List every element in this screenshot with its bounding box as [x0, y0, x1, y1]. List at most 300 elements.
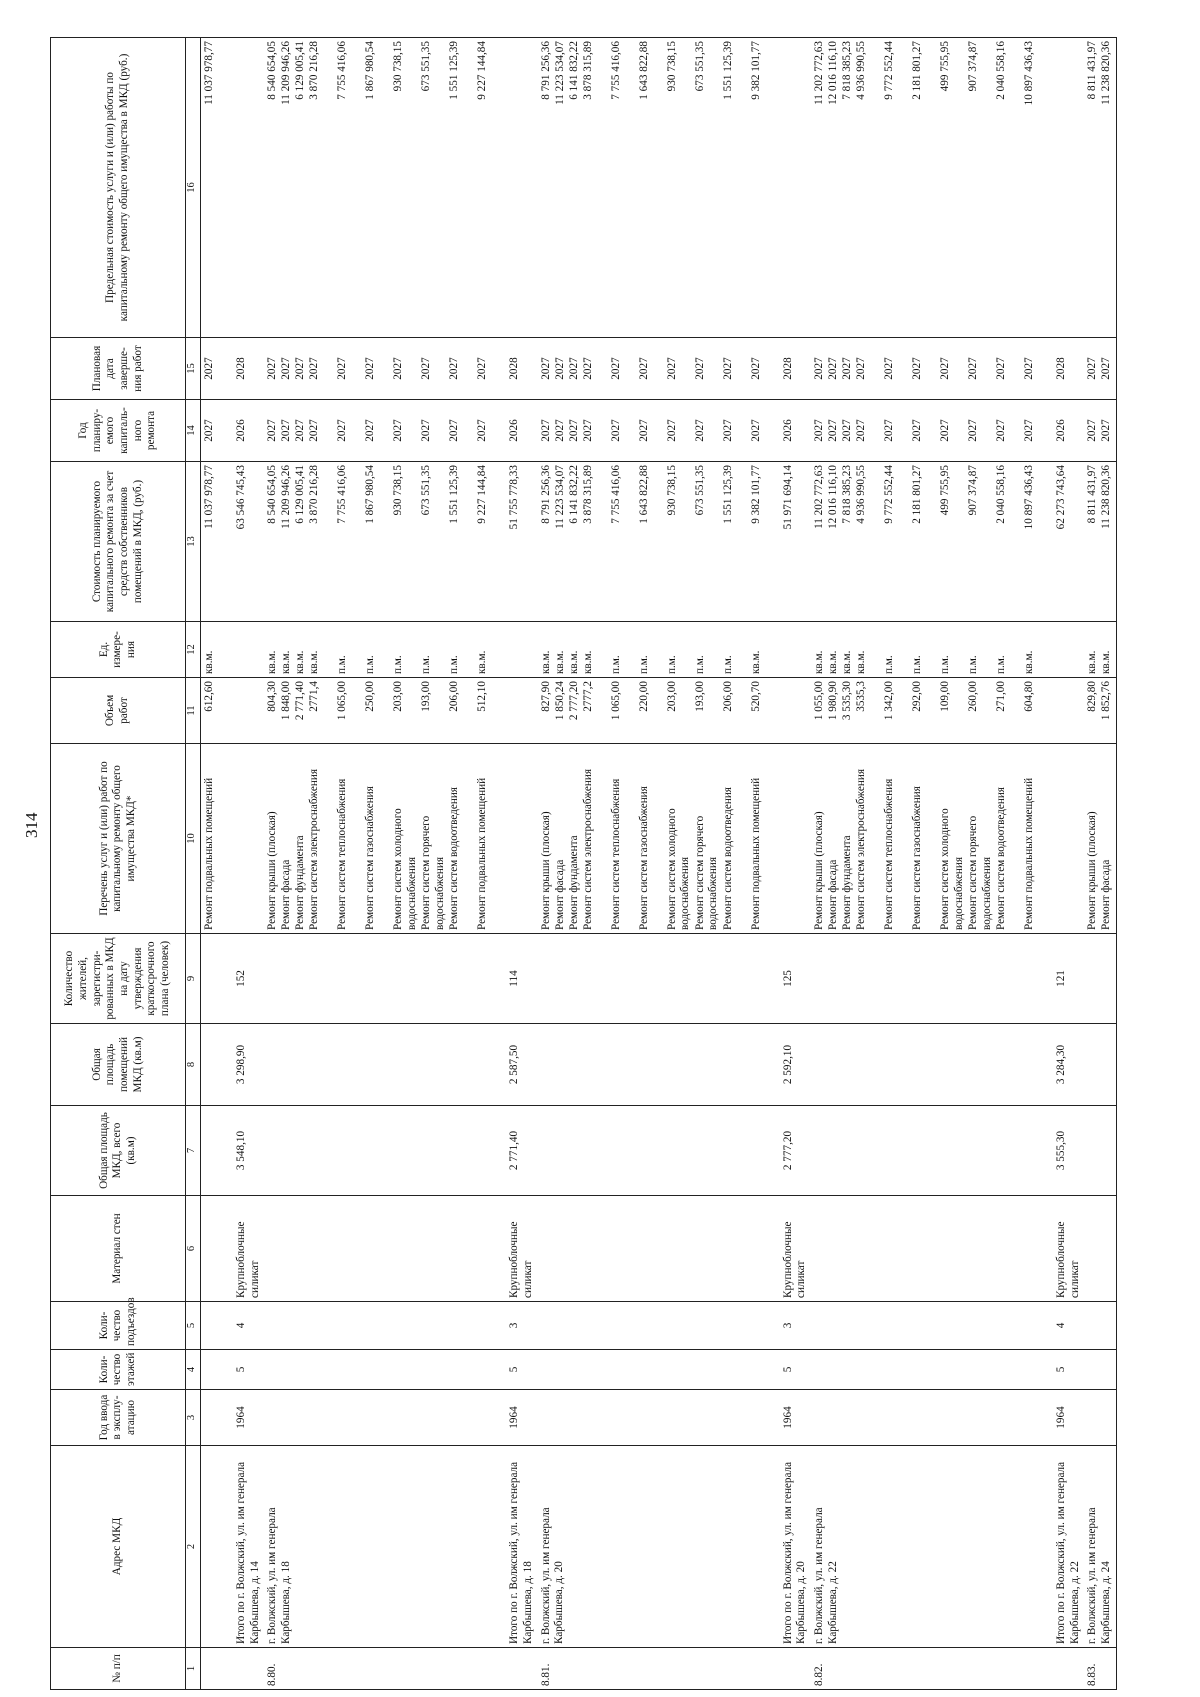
cell-line-costs: 51 755 778,33: [508, 465, 521, 530]
table-row: [201, 38, 234, 1690]
cell-line-end_dates: 2027: [721, 357, 734, 380]
column-header: Предельная стоимость услуги и (или) работы по капитальному ремонту общего имущества в МКД (руб.): [51, 38, 186, 338]
cell-line-plan_years: 2027: [392, 419, 405, 442]
cell-line-end_dates: 2027: [938, 357, 951, 380]
cell-line-volumes: 512,10: [476, 681, 489, 712]
cell-line-costs: 4 936 990,55: [854, 465, 867, 524]
column-header: Плановая дата заверше-ния работ: [51, 338, 186, 400]
cell-year: 1964: [233, 1390, 264, 1446]
cell-no: 8.82.: [811, 1648, 1053, 1690]
cell-line-limits: 1 551 125,39: [448, 41, 461, 100]
cell-floors: 5: [780, 1350, 811, 1390]
column-number: 13: [186, 462, 201, 622]
cell-line-units: кв.м.: [854, 650, 867, 674]
cell-line-limits: 12 016 116,10: [826, 41, 839, 105]
cell-no: 8.80.: [264, 1648, 506, 1690]
cell-end_dates: [1084, 338, 1117, 400]
cell-line-end_dates: 2027: [994, 357, 1007, 380]
cell-plan_years: [538, 400, 780, 462]
cell-costs: [1084, 462, 1117, 622]
cell-address: Итого по г. Волжский, ул. им генерала Карбышева, д. 14: [233, 1446, 264, 1648]
rotated-table-container: [50, 38, 1185, 1690]
table-body: [201, 38, 1117, 1690]
cell-line-limits: 1 867 980,54: [364, 41, 377, 100]
cell-line-end_dates: 2027: [882, 357, 895, 380]
cell-line-costs: 10 897 436,43: [1022, 465, 1035, 530]
cell-line-volumes: 206,00: [721, 681, 734, 712]
cell-line-works: Ремонт систем электроснабжения: [581, 769, 594, 930]
cell-line-costs: 11 223 534,07: [553, 465, 566, 529]
cell-costs: [506, 462, 537, 622]
cell-line-units: п.м.: [364, 655, 377, 674]
table-row: [780, 38, 811, 1690]
cell-line-units: п.м.: [721, 655, 734, 674]
cell-line-works: Ремонт систем теплоснабжения: [882, 778, 895, 930]
cell-line-volumes: 2 771,40: [294, 681, 307, 721]
cell-line-volumes: 1 342,00: [882, 681, 895, 721]
cell-material: [1084, 1196, 1117, 1302]
cell-total_area: 2 771,40: [506, 1106, 537, 1196]
cell-costs: [780, 462, 811, 622]
cell-line-end_dates: 2027: [294, 357, 307, 380]
cell-volumes: [264, 678, 506, 744]
cell-line-costs: 907 374,87: [966, 465, 979, 516]
cell-residents: [538, 934, 780, 1024]
column-number: 4: [186, 1350, 201, 1390]
cell-material: [201, 1196, 234, 1302]
column-header: Перечень услуг и (или) работ по капитальному ремонту общего имущества МКД*: [51, 744, 186, 934]
cell-line-volumes: 1 065,00: [609, 681, 622, 721]
cell-total_area: 3 555,30: [1053, 1106, 1084, 1196]
cell-line-volumes: 109,00: [938, 681, 951, 712]
column-number: 3: [186, 1390, 201, 1446]
table-row: [1084, 38, 1117, 1690]
cell-volumes: [1053, 678, 1084, 744]
cell-line-works: Ремонт подвальных помещений: [203, 777, 215, 930]
cell-line-limits: 7 818 385,23: [840, 41, 853, 100]
cell-line-limits: 1 643 822,88: [637, 41, 650, 100]
cell-floors: [811, 1350, 1053, 1390]
cell-floors: [201, 1350, 234, 1390]
column-number: 5: [186, 1302, 201, 1350]
cell-line-plan_years: 2027: [581, 419, 594, 442]
cell-line-plan_years: 2027: [280, 419, 293, 442]
cell-works: [811, 744, 1053, 934]
cell-line-works: Ремонт фундамента: [294, 835, 307, 930]
cell-line-works: Ремонт систем горячего водоснабжения: [966, 815, 993, 930]
cell-year: 1964: [506, 1390, 537, 1446]
cell-line-volumes: 3 535,30: [840, 681, 853, 721]
column-number: 8: [186, 1024, 201, 1106]
column-header: Общая площадь МКД, всего (кв.м): [51, 1106, 186, 1196]
column-header: Ед. измере-ния: [51, 622, 186, 678]
cell-residents: [201, 934, 234, 1024]
cell-line-units: кв.м.: [266, 650, 279, 674]
cell-line-units: п.м.: [882, 655, 895, 674]
cell-residents: [264, 934, 506, 1024]
cell-year: 1964: [1053, 1390, 1084, 1446]
cell-line-limits: 8 811 431,97: [1086, 41, 1099, 100]
cell-line-costs: 11 202 772,63: [812, 465, 825, 529]
cell-line-limits: 9 227 144,84: [476, 41, 489, 100]
column-number: 16: [186, 38, 201, 338]
column-header: Год планиру-емого капиталь-ного ремонта: [51, 400, 186, 462]
cell-line-costs: 7 818 385,23: [840, 465, 853, 524]
cell-costs: [1053, 462, 1084, 622]
cell-plan_years: [264, 400, 506, 462]
cell-end_dates: [811, 338, 1053, 400]
cell-no: 8.81.: [538, 1648, 780, 1690]
cell-premises_area: 3 298,90: [233, 1024, 264, 1106]
cell-premises_area: [538, 1024, 780, 1106]
cell-line-end_dates: 2027: [420, 357, 433, 380]
cell-costs: [538, 462, 780, 622]
cell-material: [811, 1196, 1053, 1302]
cell-line-volumes: 827,90: [539, 681, 552, 712]
cell-line-works: Ремонт систем электроснабжения: [854, 769, 867, 930]
cell-units: [264, 622, 506, 678]
cell-entrances: 3: [780, 1302, 811, 1350]
cell-address: [201, 1446, 234, 1648]
cell-limits: [1053, 38, 1084, 338]
cell-floors: [538, 1350, 780, 1390]
cell-line-works: Ремонт крыши (плоская): [1086, 811, 1099, 930]
cell-volumes: [1084, 678, 1117, 744]
cell-line-volumes: 1 065,00: [336, 681, 349, 721]
cell-line-end_dates: 2027: [1086, 357, 1099, 380]
cell-limits: [538, 38, 780, 338]
cell-no: [1053, 1648, 1084, 1690]
cell-material: Крупноблочные силикат: [1053, 1196, 1084, 1302]
cell-line-volumes: 271,00: [994, 681, 1007, 712]
cell-line-works: Ремонт систем теплоснабжения: [336, 778, 349, 930]
cell-line-end_dates: 2027: [392, 357, 405, 380]
cell-line-plan_years: 2027: [910, 419, 923, 442]
cell-line-works: Ремонт систем горячего водоснабжения: [420, 815, 446, 930]
cell-line-volumes: 804,30: [266, 681, 279, 712]
cell-line-costs: 8 540 654,05: [266, 465, 279, 524]
cell-units: [1084, 622, 1117, 678]
cell-line-limits: 499 755,95: [938, 41, 951, 92]
cell-residents: [1084, 934, 1117, 1024]
cell-line-volumes: 2777,2: [581, 681, 594, 712]
cell-address: Итого по г. Волжский, ул. им генерала Карбышева, д. 18: [506, 1446, 537, 1648]
cell-line-works: Ремонт систем газоснабжения: [637, 786, 650, 930]
cell-line-plan_years: 2027: [609, 419, 622, 442]
cell-line-limits: 10 897 436,43: [1022, 41, 1035, 106]
cell-line-limits: 11 209 946,26: [280, 41, 293, 105]
cell-line-works: Ремонт крыши (плоская): [539, 811, 552, 930]
cell-line-volumes: 292,00: [910, 681, 923, 712]
cell-works: [201, 744, 234, 934]
cell-line-units: кв.м.: [749, 650, 762, 674]
cell-line-plan_years: 2027: [994, 419, 1007, 442]
cell-line-units: кв.м.: [476, 650, 489, 674]
cell-units: [233, 622, 264, 678]
cell-line-costs: 62 273 743,64: [1054, 465, 1067, 530]
cell-line-costs: 1 867 980,54: [364, 465, 377, 524]
cell-no: 8.83.: [1084, 1648, 1117, 1690]
column-header: Коли-чество этажей: [51, 1350, 186, 1390]
cell-line-limits: 3 878 315,89: [581, 41, 594, 100]
column-header: Стоимость планируемого капитального ремонта за счет средств собственников помещений в МКД, (руб.): [51, 462, 186, 622]
cell-line-limits: 6 141 832,22: [567, 41, 580, 100]
cell-line-limits: 2 181 801,27: [910, 41, 923, 100]
cell-works: [233, 744, 264, 934]
table-row: [264, 38, 506, 1690]
cell-plan_years: [506, 400, 537, 462]
cell-line-volumes: 829,80: [1086, 681, 1099, 712]
column-header: № п/п: [51, 1648, 186, 1690]
cell-line-volumes: 604,80: [1022, 681, 1035, 712]
cell-line-works: Ремонт крыши (плоская): [812, 811, 825, 930]
cell-units: [506, 622, 537, 678]
cell-line-end_dates: 2027: [665, 357, 678, 380]
cell-line-end_dates: 2027: [609, 357, 622, 380]
cell-line-plan_years: 2027: [966, 419, 979, 442]
cell-line-units: кв.м.: [294, 650, 307, 674]
cell-line-plan_years: 2027: [854, 419, 867, 442]
cell-line-plan_years: 2027: [336, 419, 349, 442]
cell-total_area: [811, 1106, 1053, 1196]
cell-line-end_dates: 2027: [966, 357, 979, 380]
cell-units: [538, 622, 780, 678]
cell-works: [780, 744, 811, 934]
cell-premises_area: [201, 1024, 234, 1106]
cell-line-works: Ремонт фасада: [1100, 859, 1113, 930]
cell-line-end_dates: 2028: [508, 357, 521, 380]
cell-line-end_dates: 2027: [581, 357, 594, 380]
column-number: 2: [186, 1446, 201, 1648]
cell-line-limits: 930 738,15: [665, 41, 678, 92]
cell-line-end_dates: 2027: [826, 357, 839, 380]
cell-premises_area: [811, 1024, 1053, 1106]
cell-line-plan_years: 2027: [1100, 419, 1113, 442]
cell-limits: [780, 38, 811, 338]
cell-works: [1053, 744, 1084, 934]
cell-line-costs: 6 129 005,41: [294, 465, 307, 524]
cell-line-works: Ремонт систем водоотведения: [721, 787, 734, 930]
cell-line-volumes: 203,00: [665, 681, 678, 712]
cell-line-limits: 11 238 820,36: [1100, 41, 1113, 105]
cell-year: [264, 1390, 506, 1446]
cell-end_dates: [506, 338, 537, 400]
cell-residents: 114: [506, 934, 537, 1024]
cell-costs: [811, 462, 1053, 622]
column-header: Год ввода в эксплу-атацию: [51, 1390, 186, 1446]
cell-line-volumes: 1 850,24: [553, 681, 566, 721]
cell-line-units: п.м.: [336, 655, 349, 674]
cell-address: г. Волжский, ул. им генерала Карбышева, д. 22: [811, 1446, 1053, 1648]
cell-line-end_dates: 2027: [266, 357, 279, 380]
cell-line-works: Ремонт систем холодного водоснабжения: [938, 808, 965, 930]
cell-line-units: п.м.: [448, 655, 461, 674]
cell-floors: [1084, 1350, 1117, 1390]
cell-no: [233, 1648, 264, 1690]
cell-line-costs: 7 755 416,06: [609, 465, 622, 524]
cell-year: [811, 1390, 1053, 1446]
cell-material: [538, 1196, 780, 1302]
cell-line-volumes: 250,00: [364, 681, 377, 712]
cell-line-costs: 3 870 216,28: [308, 465, 321, 524]
cell-total_area: 3 548,10: [233, 1106, 264, 1196]
cell-line-costs: 673 551,35: [693, 465, 706, 516]
cell-year: [1084, 1390, 1117, 1446]
cell-line-limits: 7 755 416,06: [336, 41, 349, 100]
cell-line-costs: 11 037 978,77: [203, 465, 215, 529]
column-number: 14: [186, 400, 201, 462]
cell-line-volumes: 520,70: [749, 681, 762, 712]
cell-line-works: Ремонт систем горячего водоснабжения: [693, 815, 720, 930]
cell-line-plan_years: 2027: [567, 419, 580, 442]
cell-line-limits: 673 551,35: [420, 41, 433, 92]
page-number: 314: [22, 812, 41, 838]
cell-line-units: п.м.: [609, 655, 622, 674]
cell-line-volumes: 203,00: [392, 681, 405, 712]
cell-line-plan_years: 2027: [308, 419, 321, 442]
cell-works: [264, 744, 506, 934]
cell-line-plan_years: 2027: [721, 419, 734, 442]
cell-year: [201, 1390, 234, 1446]
cell-plan_years: [233, 400, 264, 462]
cell-line-costs: 9 382 101,77: [749, 465, 762, 524]
cell-costs: [201, 462, 234, 622]
cell-total_area: [1084, 1106, 1117, 1196]
cell-limits: [506, 38, 537, 338]
cell-plan_years: [1084, 400, 1117, 462]
column-number: 1: [186, 1648, 201, 1690]
cell-material: Крупноблочные силикат: [506, 1196, 537, 1302]
cell-line-volumes: 193,00: [693, 681, 706, 712]
cell-line-end_dates: 2027: [539, 357, 552, 380]
cell-line-plan_years: 2027: [553, 419, 566, 442]
cell-entrances: 3: [506, 1302, 537, 1350]
column-number-row: [186, 38, 201, 1690]
cell-entrances: [538, 1302, 780, 1350]
cell-units: [201, 622, 234, 678]
cell-residents: 152: [233, 934, 264, 1024]
table-row: [233, 38, 264, 1690]
cell-line-units: кв.м.: [567, 650, 580, 674]
cell-line-end_dates: 2027: [637, 357, 650, 380]
cell-volumes: [780, 678, 811, 744]
cell-line-plan_years: 2027: [812, 419, 825, 442]
cell-material: [264, 1196, 506, 1302]
cell-line-plan_years: 2027: [840, 419, 853, 442]
column-number: 12: [186, 622, 201, 678]
cell-year: [538, 1390, 780, 1446]
cell-material: Крупноблочные силикат: [233, 1196, 264, 1302]
cell-line-costs: 3 878 315,89: [581, 465, 594, 524]
cell-entrances: [264, 1302, 506, 1350]
cell-premises_area: [1084, 1024, 1117, 1106]
cell-entrances: 4: [1053, 1302, 1084, 1350]
cell-premises_area: 2 587,50: [506, 1024, 537, 1106]
cell-line-end_dates: 2027: [336, 357, 349, 380]
cell-address: г. Волжский, ул. им генерала Карбышева, д. 24: [1084, 1446, 1117, 1648]
cell-line-end_dates: 2027: [308, 357, 321, 380]
cell-line-costs: 1 551 125,39: [721, 465, 734, 524]
cell-line-plan_years: 2027: [1022, 419, 1035, 442]
cell-line-limits: 7 755 416,06: [609, 41, 622, 100]
cell-line-units: кв.м.: [826, 650, 839, 674]
cell-line-limits: 4 936 990,55: [854, 41, 867, 100]
cell-line-costs: 7 755 416,06: [336, 465, 349, 524]
column-header: Количество жителей, зарегистри-рованных в МКД на дату утверждения краткосрочного плана (человек): [51, 934, 186, 1024]
cell-line-works: Ремонт систем газоснабжения: [364, 786, 377, 930]
cell-line-works: Ремонт систем газоснабжения: [910, 786, 923, 930]
cell-costs: [264, 462, 506, 622]
cell-line-units: кв.м.: [553, 650, 566, 674]
cell-line-limits: 3 870 216,28: [308, 41, 321, 100]
cell-end_dates: [780, 338, 811, 400]
cell-line-costs: 2 181 801,27: [910, 465, 923, 524]
cell-line-costs: 51 971 694,14: [781, 465, 794, 530]
cell-line-plan_years: 2027: [476, 419, 489, 442]
cell-end_dates: [538, 338, 780, 400]
cell-line-end_dates: 2027: [854, 357, 867, 380]
cell-line-plan_years: 2027: [826, 419, 839, 442]
cell-line-costs: 1 551 125,39: [448, 465, 461, 524]
cell-line-plan_years: 2027: [637, 419, 650, 442]
cell-line-volumes: 220,00: [637, 681, 650, 712]
cell-line-end_dates: 2027: [840, 357, 853, 380]
cell-residents: 121: [1053, 934, 1084, 1024]
cell-total_area: [201, 1106, 234, 1196]
cell-line-units: п.м.: [637, 655, 650, 674]
cell-line-plan_years: 2027: [938, 419, 951, 442]
cell-line-units: п.м.: [665, 655, 678, 674]
cell-line-end_dates: 2027: [364, 357, 377, 380]
cell-line-units: кв.м.: [812, 650, 825, 674]
cell-residents: [811, 934, 1053, 1024]
cell-volumes: [233, 678, 264, 744]
cell-line-volumes: 206,00: [448, 681, 461, 712]
cell-line-end_dates: 2027: [448, 357, 461, 380]
cell-works: [1084, 744, 1117, 934]
column-number: 15: [186, 338, 201, 400]
cell-no: [201, 1648, 234, 1690]
column-number: 7: [186, 1106, 201, 1196]
cell-limits: [201, 38, 234, 338]
cell-line-limits: 11 223 534,07: [553, 41, 566, 105]
column-number: 9: [186, 934, 201, 1024]
cell-line-costs: 499 755,95: [938, 465, 951, 516]
cell-line-limits: 11 037 978,77: [203, 41, 215, 105]
capital-repair-table: [50, 37, 1117, 1690]
cell-line-units: кв.м.: [1086, 650, 1099, 674]
cell-line-end_dates: 2027: [476, 357, 489, 380]
cell-line-plan_years: 2026: [1054, 419, 1067, 442]
cell-line-costs: 930 738,15: [392, 465, 405, 516]
cell-units: [811, 622, 1053, 678]
cell-line-works: Ремонт систем водоотведения: [994, 787, 1007, 930]
cell-line-limits: 930 738,15: [392, 41, 405, 92]
cell-plan_years: [201, 400, 234, 462]
cell-line-works: Ремонт фасада: [553, 859, 566, 930]
cell-line-limits: 907 374,87: [966, 41, 979, 92]
cell-line-limits: 6 129 005,41: [294, 41, 307, 100]
cell-line-volumes: 2771,4: [308, 681, 321, 712]
cell-total_area: 2 777,20: [780, 1106, 811, 1196]
cell-plan_years: [1053, 400, 1084, 462]
cell-line-end_dates: 2028: [781, 357, 794, 380]
cell-premises_area: 3 284,30: [1053, 1024, 1084, 1106]
cell-line-costs: 8 811 431,97: [1086, 465, 1099, 524]
cell-line-limits: 9 382 101,77: [749, 41, 762, 100]
column-number: 6: [186, 1196, 201, 1302]
cell-line-volumes: 3535,3: [854, 681, 867, 712]
